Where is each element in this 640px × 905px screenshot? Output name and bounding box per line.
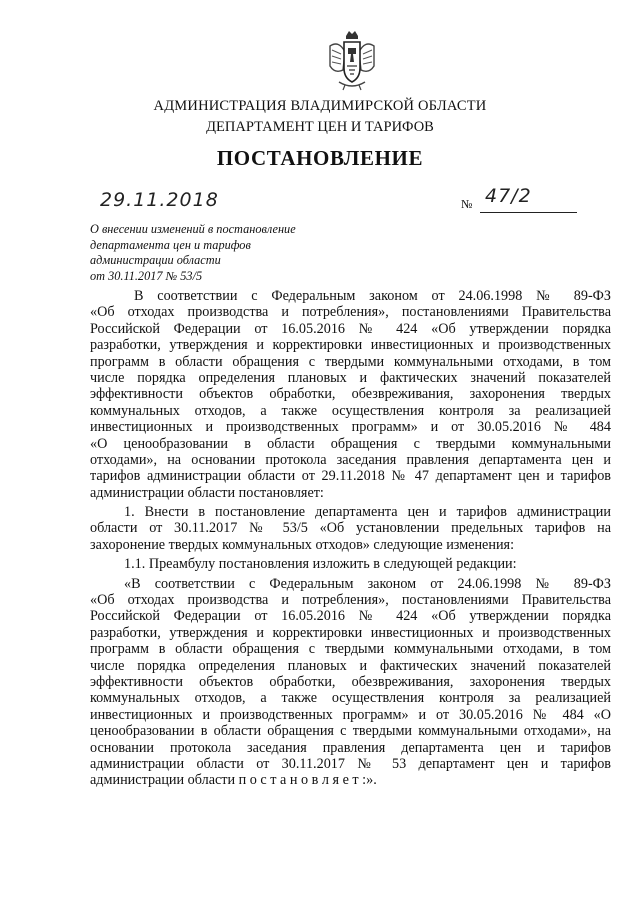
text-line: разработки, утверждения и корректировки инвестиционных и производственных <box>90 337 611 354</box>
text-line: числе порядка определения плановых и фактических значений показателей <box>90 657 611 674</box>
org-name: АДМИНИСТРАЦИЯ ВЛАДИМИРСКОЙ ОБЛАСТИ <box>153 98 487 114</box>
text-line: основании протокола заседания правления департамента цен и тарифов <box>90 739 611 756</box>
subject-line: департамента цен и тарифов <box>90 237 251 252</box>
new-preamble-paragraph <box>90 576 611 789</box>
number-underline <box>480 212 577 213</box>
text-line: инвестиционных и производственных программ» и от 30.05.2016 № 484 «О <box>90 706 611 723</box>
number-label: № <box>461 197 473 211</box>
handwritten-number: 47/2 <box>485 185 532 207</box>
text-line: коммунальных отходов, а также осуществления контроля за реализацией <box>90 690 611 707</box>
document-title: ПОСТАНОВЛЕНИЕ <box>216 146 424 170</box>
text-line: ценообразовании в области обращения с твердыми коммунальными отходами», на <box>90 723 611 740</box>
department-name: ДЕПАРТАМЕНТ ЦЕН И ТАРИФОВ <box>206 119 434 135</box>
text-line: 1.1. Преамбулу постановления изложить в следующей редакции: <box>124 556 517 573</box>
text-line: В соответствии с Федеральным законом от 24.06.1998 № 89-ФЗ <box>134 288 611 304</box>
text-line: администрации области постановляет: <box>90 484 324 501</box>
text-line: тарифов администрации области от 29.11.2018 № 47 департамент цен и тарифов <box>90 468 611 485</box>
text-line: коммунальных отходов, а также осуществления контроля за реализацией <box>90 402 611 419</box>
text-line: эффективности объектов обработки, обезвреживания, захоронения твердых <box>90 386 611 403</box>
text-line: «Об отходах производства и потребления», постановлениями Правительства <box>90 304 611 321</box>
subject-line: от 30.11.2017 № 53/5 <box>90 268 203 283</box>
text-line: числе порядка определения плановых и фактических значений показателей <box>90 369 611 386</box>
text-line: 1. Внести в постановление департамента цен и тарифов администрации <box>124 504 611 521</box>
document-subject <box>90 222 320 284</box>
text-line: администрации области п о с т а н о в л я е т :». <box>90 772 377 789</box>
text-line: эффективности объектов обработки, обезвреживания, захоронения твердых <box>90 673 611 690</box>
text-line: Российской Федерации от 16.05.2016 № 424 «Об утверждении порядка <box>90 608 611 625</box>
subject-line: О внесении изменений в постановление <box>90 222 296 236</box>
text-line: области от 30.11.2017 № 53/5 «Об установлении предельных тарифов на <box>90 520 611 537</box>
subject-line: администрации области <box>90 253 221 267</box>
handwritten-date: 29.11.2018 <box>100 189 219 211</box>
preamble-paragraph <box>90 288 611 501</box>
text-line: программ в области обращения с твердыми коммунальными отходами, в том <box>90 353 611 370</box>
document-body <box>90 288 611 789</box>
text-line: «В соответствии с Федеральным законом от 24.06.1998 № 89-ФЗ <box>124 575 611 592</box>
text-line: «О ценообразовании в области обращения с твердыми коммунальными <box>90 435 611 452</box>
text-line: администрации области от 30.11.2017 № 53 департамент цен и тарифов <box>90 755 611 772</box>
text-line: программ в области обращения с твердыми коммунальными отходами, в том <box>90 641 611 658</box>
text-line: инвестиционных и производственных программ» и от 30.05.2016 № 484 <box>90 419 611 436</box>
coat-of-arms-emblem <box>327 30 377 92</box>
text-line: захоронение твердых коммунальных отходов» следующие изменения: <box>90 536 515 553</box>
text-line: разработки, утверждения и корректировки инвестиционных и производственных <box>90 624 611 641</box>
text-line: отходами», на основании протокола заседания правления департамента цен и <box>90 451 611 468</box>
text-line: Российской Федерации от 16.05.2016 № 424 «Об утверждении порядка <box>90 320 611 337</box>
clause-1-paragraph <box>90 504 611 553</box>
clause-1-1-paragraph <box>90 556 611 572</box>
text-line: «Об отходах производства и потребления», постановлениями Правительства <box>90 592 611 609</box>
